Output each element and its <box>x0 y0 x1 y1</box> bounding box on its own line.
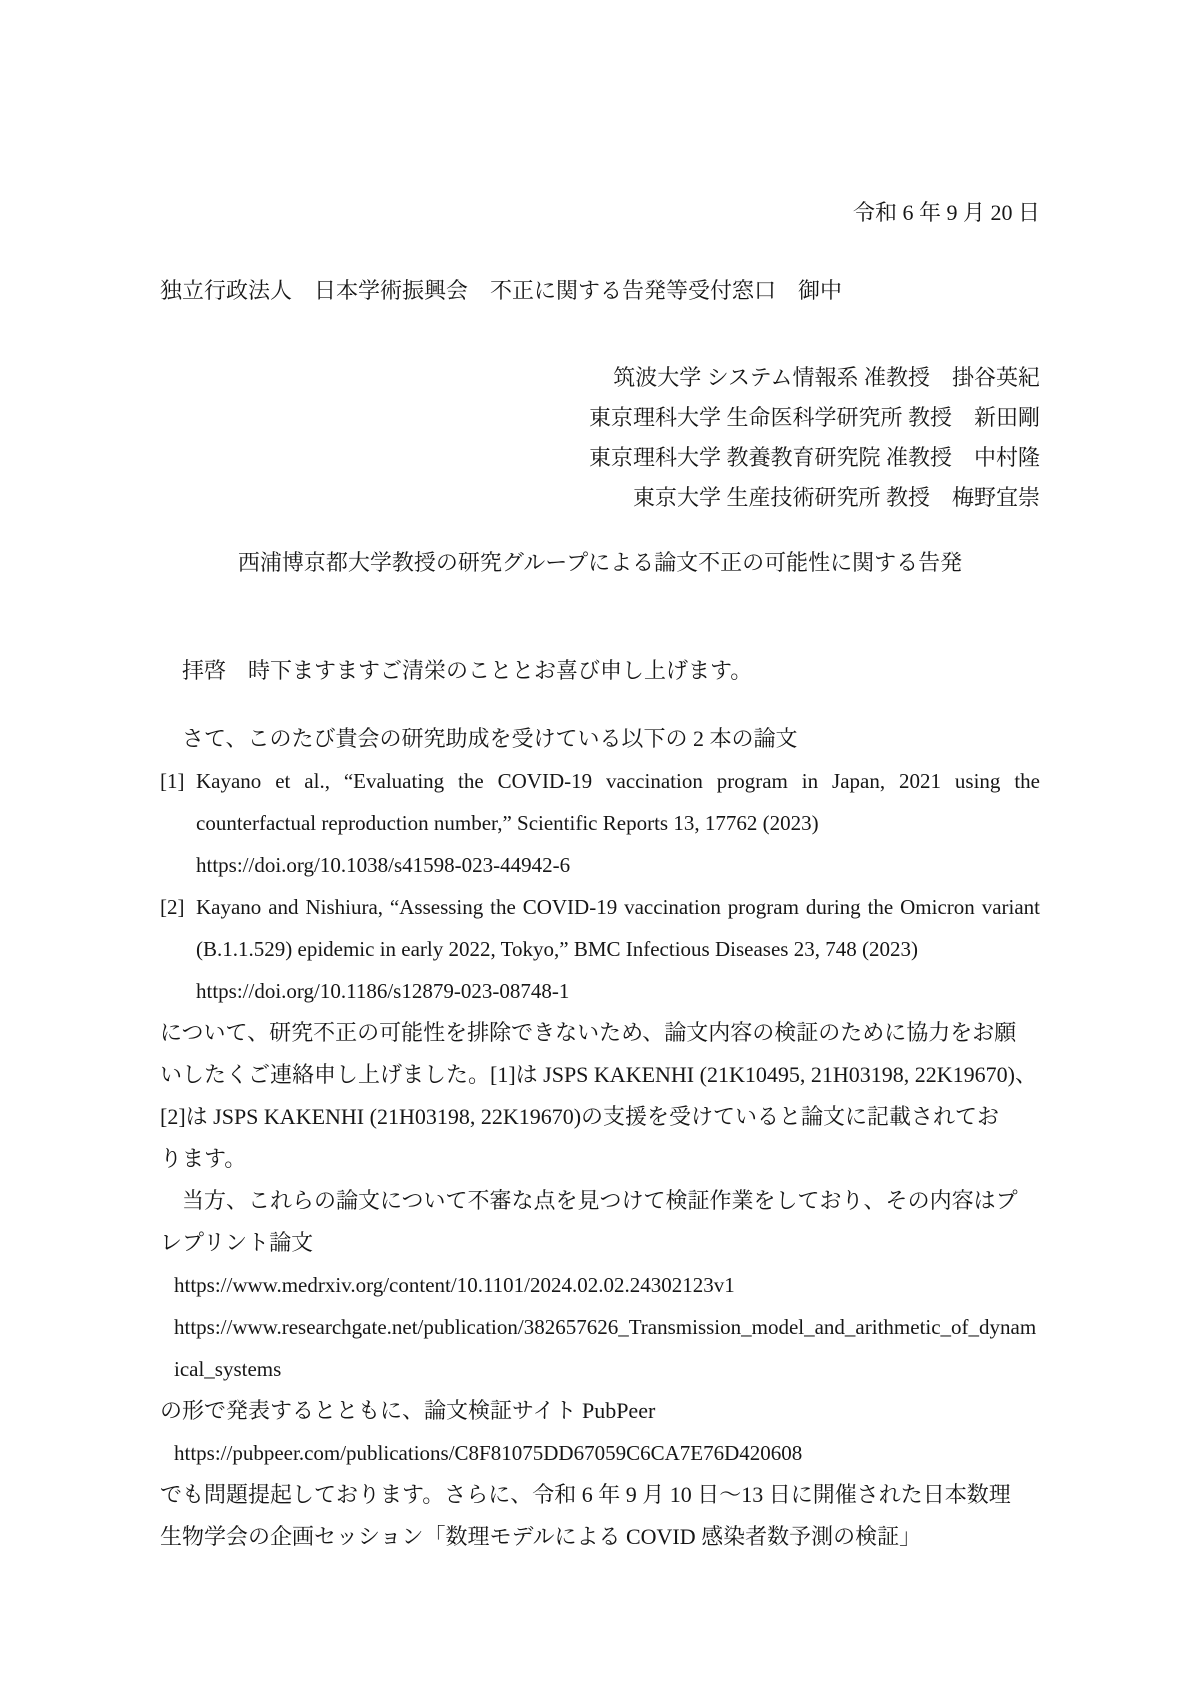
citation-2-doi-url: https://doi.org/10.1186/s12879-023-08748-1 <box>196 979 570 1003</box>
intro-line: さて、このたび貴会の研究助成を受けている以下の 2 本の論文 <box>182 726 798 751</box>
sender-line-nitta: 東京理科大学 生命医科学研究所 教授 新田剛 <box>588 405 1040 430</box>
sender-block <box>160 358 1040 518</box>
pubpeer-url: https://pubpeer.com/publications/C8F81075DD67059C6CA7E76D420608 <box>174 1441 803 1465</box>
body-line: ります。 <box>160 1146 247 1171</box>
sender-line-kakeya: 筑波大学 システム情報系 准教授 掛谷英紀 <box>613 365 1040 390</box>
body-line: でも問題提起しております。さらに、令和 6 年 9 月 10 日～13 日に開催された日本数理 <box>160 1482 1011 1507</box>
citation-2-text: Kayano and Nishiura, “Assessing the COVID-19 vaccination program during the Omicron variant (B.1.1.529) epidemic in early 2022, Tokyo,” BMC Infectious Diseases 23, 748 (2023) <box>196 895 1040 961</box>
medrxiv-url: https://www.medrxiv.org/content/10.1101/2024.02.02.24302123v1 <box>174 1273 735 1297</box>
greeting-line: 拝啓 時下ますますご清栄のこととお喜び申し上げます。 <box>182 658 753 683</box>
citation-2 <box>160 886 1040 1012</box>
letter-title: 西浦博京都大学教授の研究グループによる論文不正の可能性に関する告発 <box>237 550 963 575</box>
body-line: いしたくご連絡申し上げました。[1]は JSPS KAKENHI (21K10495, 21H03198, 22K19670)、 <box>160 1062 1037 1087</box>
body-line: レプリント論文 <box>160 1230 314 1255</box>
paragraph-closing <box>160 1474 1040 1558</box>
letter-date: 令和 6 年 9 月 20 日 <box>852 200 1040 225</box>
citation-1-marker: [1] <box>160 769 185 793</box>
paragraph-kakenhi <box>160 1012 1040 1180</box>
paragraph-preprint <box>160 1180 1040 1264</box>
citation-1 <box>160 760 1040 886</box>
paragraph-pubpeer-intro: の形で発表するとともに、論文検証サイト PubPeer <box>160 1398 656 1423</box>
citation-2-marker: [2] <box>160 895 185 919</box>
body-line: 当方、これらの論文について不審な点を見つけて検証作業をしており、その内容はプ <box>182 1188 1018 1213</box>
citation-1-doi-url: https://doi.org/10.1038/s41598-023-44942-6 <box>196 853 571 877</box>
addressee: 独立行政法人 日本学術振興会 不正に関する告発等受付窓口 御中 <box>160 278 843 303</box>
body-line: [2]は JSPS KAKENHI (21H03198, 22K19670)の支援を受けていると論文に記載されてお <box>160 1104 1000 1129</box>
sender-line-umeno: 東京大学 生産技術研究所 教授 梅野宜崇 <box>632 485 1040 510</box>
citation-1-text: Kayano et al., “Evaluating the COVID-19 vaccination program in Japan, 2021 using the counterfactual reproduction number,” Scientific Reports 13, 17762 (2023) <box>196 769 1040 835</box>
body-line: 生物学会の企画セッション「数理モデルによる COVID 感染者数予測の検証」 <box>160 1524 922 1549</box>
sender-line-nakamura: 東京理科大学 教養教育研究院 准教授 中村隆 <box>588 445 1040 470</box>
researchgate-url: https://www.researchgate.net/publication/382657626_Transmission_model_and_arithmetic_of_dynamical_systems <box>174 1315 1037 1381</box>
body-line: について、研究不正の可能性を排除できないため、論文内容の検証のために協力をお願 <box>160 1020 1017 1045</box>
